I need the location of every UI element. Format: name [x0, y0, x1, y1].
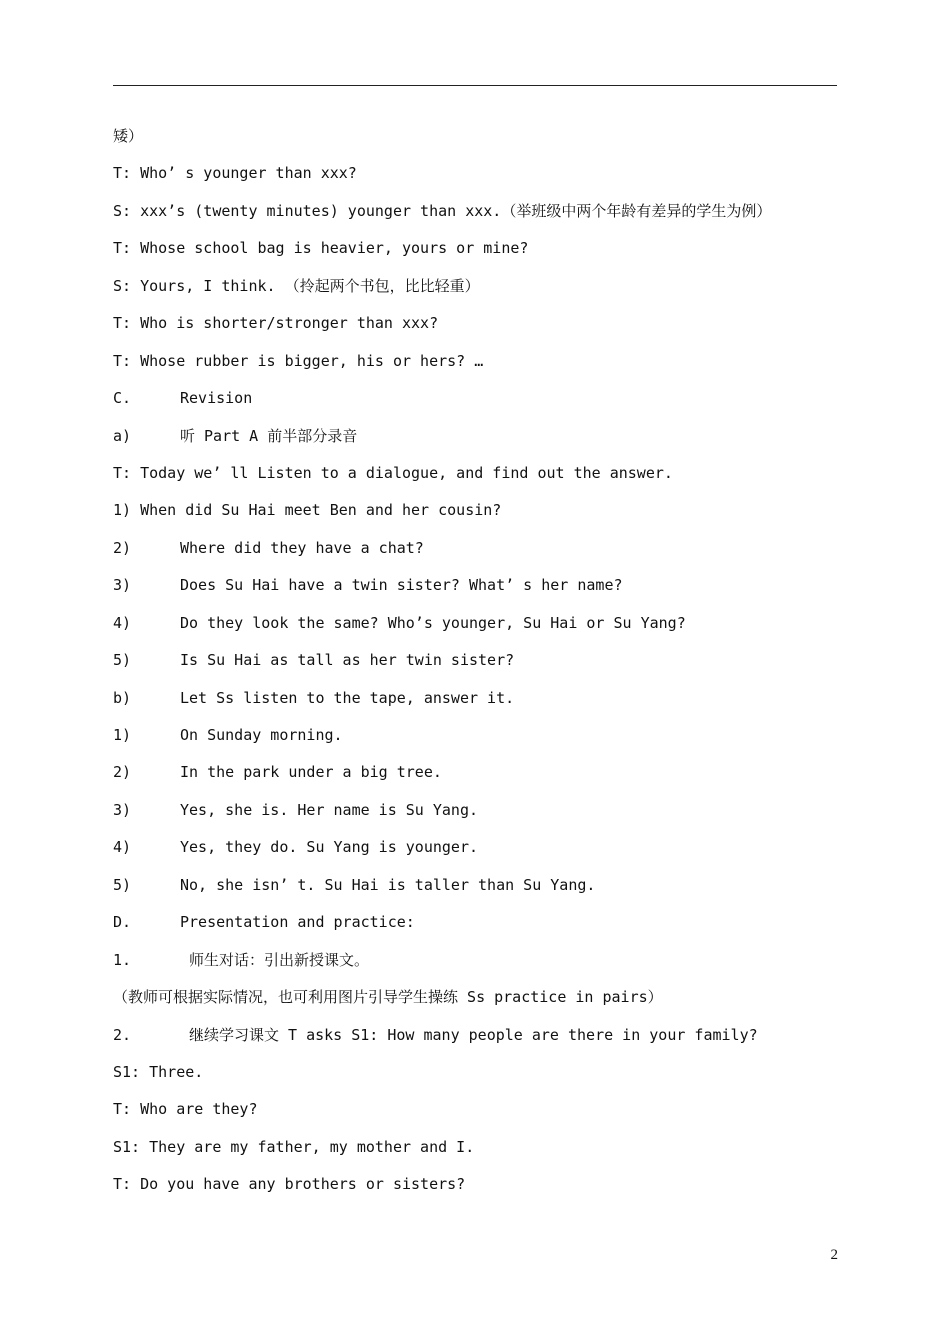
- text-line: [113, 642, 837, 679]
- text-line: [113, 118, 837, 155]
- text-line: [113, 605, 837, 642]
- text-line: [113, 1091, 837, 1128]
- list-marker: 1): [113, 726, 132, 744]
- text-line: [113, 530, 837, 567]
- line-text: T: Whose school bag is heavier, yours or mine?: [113, 239, 529, 258]
- line-text: T: Who are they?: [113, 1100, 258, 1119]
- line-text: 听 Part A 前半部分录音: [180, 426, 358, 445]
- list-marker: 2.: [113, 1025, 132, 1044]
- line-text: 1) When did Su Hai meet Ben and her cousin?: [113, 501, 502, 520]
- line-text: T: Who is shorter/stronger than xxx?: [113, 314, 439, 333]
- list-marker: 3): [113, 576, 132, 595]
- text-line: [113, 829, 837, 866]
- line-text: Is Su Hai as tall as her twin sister?: [180, 651, 515, 670]
- text-line: [113, 343, 837, 380]
- line-text: S: Yours, I think. （拎起两个书包，比比轻重）: [113, 276, 480, 295]
- line-text: Revision: [180, 389, 253, 408]
- list-marker: 4): [113, 613, 132, 632]
- text-line: [113, 904, 837, 941]
- line-text: Yes, they do. Su Yang is younger.: [180, 838, 479, 857]
- line-text: Presentation and practice:: [180, 913, 415, 932]
- list-marker: b): [113, 688, 132, 707]
- line-text: Where did they have a chat?: [180, 538, 424, 557]
- line-text: T: Today we’ ll Listen to a dialogue, and find out the answer.: [113, 463, 673, 482]
- text-line: [113, 979, 837, 1016]
- line-text: S: xxx’s (twenty minutes) younger than xxx.（举班级中两个年龄有差异的学生为例）: [113, 201, 772, 220]
- list-marker: 3): [113, 800, 132, 819]
- text-line: [113, 492, 837, 529]
- text-line: [113, 380, 837, 417]
- text-line: [113, 1054, 837, 1091]
- line-text: T: Who’ s younger than xxx?: [113, 164, 357, 183]
- document-body: [113, 118, 837, 1204]
- list-marker: 4): [113, 838, 132, 857]
- list-marker: D.: [113, 913, 132, 932]
- text-line: [113, 418, 837, 455]
- text-line: [113, 754, 837, 791]
- list-marker: 2): [113, 763, 132, 782]
- list-marker: a): [113, 426, 132, 445]
- text-line: [113, 305, 837, 342]
- text-line: [113, 717, 837, 754]
- text-line: [113, 680, 837, 717]
- line-text: 师生对话：引出新授课文。: [189, 950, 370, 969]
- line-text: Does Su Hai have a twin sister? What’ s her name?: [180, 576, 623, 595]
- text-line: [113, 567, 837, 604]
- text-line: [113, 193, 837, 230]
- line-text: 矮）: [113, 127, 144, 145]
- line-text: In the park under a big tree.: [180, 763, 442, 782]
- text-line: [113, 1129, 837, 1166]
- line-text: No, she isn’ t. Su Hai is taller than Su Yang.: [180, 875, 596, 894]
- header-rule: [113, 85, 837, 86]
- line-text: T: Whose rubber is bigger, his or hers? …: [113, 351, 484, 370]
- line-text: Yes, she is. Her name is Su Yang.: [180, 800, 479, 819]
- text-line: [113, 155, 837, 192]
- page-number: 2: [830, 1247, 838, 1263]
- line-text: Do they look the same? Who’s younger, Su Hai or Su Yang?: [180, 613, 686, 632]
- line-text: T: Do you have any brothers or sisters?: [113, 1175, 466, 1194]
- text-line: [113, 942, 837, 979]
- text-line: [113, 1017, 837, 1054]
- list-marker: 5): [113, 651, 132, 670]
- list-marker: 1.: [113, 950, 132, 969]
- line-text: S1: They are my father, my mother and I.: [113, 1137, 475, 1156]
- text-line: [113, 867, 837, 904]
- text-line: [113, 230, 837, 267]
- line-text: 继续学习课文 T asks S1: How many people are there in your family?: [189, 1025, 758, 1044]
- text-line: [113, 455, 837, 492]
- line-text: S1: Three.: [113, 1062, 204, 1081]
- text-line: [113, 268, 837, 305]
- list-marker: C.: [113, 389, 132, 408]
- list-marker: 5): [113, 875, 132, 894]
- line-text: （教师可根据实际情况，也可利用图片引导学生操练 Ss practice in pairs）: [113, 988, 663, 1007]
- list-marker: 2): [113, 538, 132, 557]
- line-text: Let Ss listen to the tape, answer it.: [180, 688, 515, 707]
- line-text: On Sunday morning.: [180, 726, 343, 744]
- text-line: [113, 1166, 837, 1203]
- text-line: [113, 792, 837, 829]
